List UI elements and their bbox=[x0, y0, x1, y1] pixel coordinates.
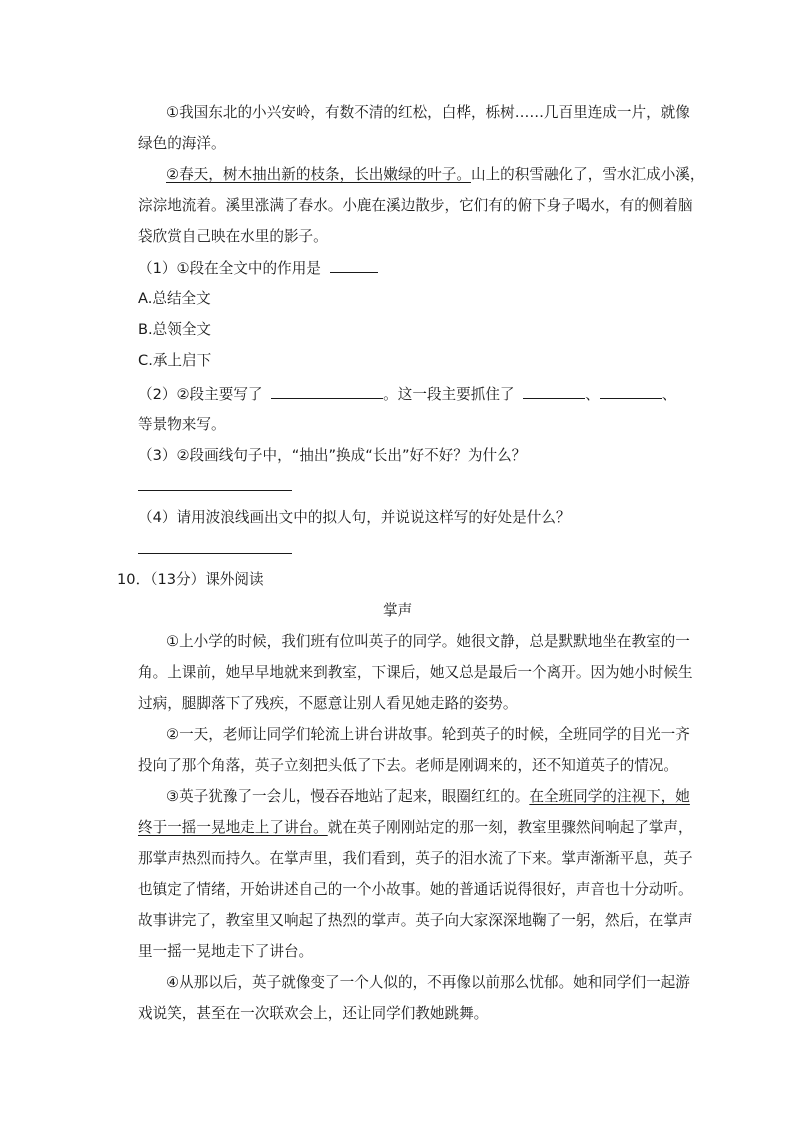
passage2-paragraph3-line6: 里一摇一晃地走下了讲台。 bbox=[138, 943, 314, 960]
section-heading: 10．（13分）课外阅读 bbox=[117, 571, 264, 588]
option-b: B.总领全文 bbox=[138, 321, 212, 338]
paragraph-text: 山上的积雪融化了，雪水汇成小溪， bbox=[470, 166, 705, 183]
passage2-paragraph1-line3: 过病，腿脚落下了残疾，不愿意让别人看见她走路的姿势。 bbox=[138, 695, 518, 712]
question-2-line2: 等景物来写。 bbox=[138, 416, 226, 433]
question-2-text-b: 。这一段主要抓住了 bbox=[383, 386, 515, 403]
passage-title: 掌声 bbox=[383, 602, 413, 619]
answer-blank[interactable] bbox=[271, 384, 383, 399]
question-1-text: （1）①段在全文中的作用是 bbox=[138, 260, 321, 277]
answer-line[interactable] bbox=[138, 490, 292, 491]
question-4: （4）请用波浪线画出文中的拟人句，并说说这样写的好处是什么？ bbox=[138, 509, 571, 526]
passage2-paragraph2-line2: 投向了那个角落，英子立刻把头低了下去。老师是刚调来的，还不知道英子的情况。 bbox=[138, 757, 678, 774]
paragraph-text: ③英子犹豫了一会儿，慢吞吞地站了起来，眼圈红红的。 bbox=[166, 788, 530, 805]
answer-blank[interactable] bbox=[330, 258, 378, 273]
passage1-paragraph2-line1 bbox=[166, 165, 704, 185]
passage1-paragraph2-line3: 袋欣赏自己映在水里的影子。 bbox=[138, 228, 328, 245]
underlined-sentence: 在全班同学的注视下，她 bbox=[529, 788, 690, 805]
question-2 bbox=[138, 384, 676, 404]
paragraph-text: 就在英子刚刚站定的那一刻，教室里骤然间响起了掌声， bbox=[327, 819, 693, 836]
passage2-paragraph3-line4: 也镇定了情绪，开始讲述自己的一个小故事。她的普通话说得很好，声音也十分动听。 bbox=[138, 881, 693, 898]
option-a: A.总结全文 bbox=[138, 290, 211, 307]
passage1-paragraph2-line2: 淙淙地流着。溪里涨满了春水。小鹿在溪边散步，它们有的俯下身子喝水，有的侧着脑 bbox=[138, 197, 693, 214]
question-2-text-c: 、 bbox=[585, 386, 600, 403]
question-3: （3）②段画线句子中，“抽出”换成“长出”好不好？为什么？ bbox=[138, 447, 527, 464]
passage1-paragraph1-line1: ①我国东北的小兴安岭，有数不清的红松，白桦，栎树……几百里连成一片，就像 bbox=[166, 104, 690, 121]
question-2-text-a: （2）②段主要写了 bbox=[138, 386, 263, 403]
option-c: C.承上启下 bbox=[138, 352, 212, 369]
passage2-paragraph1-line2: 角。上课前，她早早地就来到教室，下课后，她又总是最后一个离开。因为她小时候生 bbox=[138, 664, 693, 681]
answer-blank[interactable] bbox=[600, 384, 662, 399]
passage2-paragraph4-line2: 戏说笑，甚至在一次联欢会上，还让同学们教她跳舞。 bbox=[138, 1005, 489, 1022]
question-2-text-d: 、 bbox=[661, 386, 677, 403]
passage2-paragraph3-line3: 那掌声热烈而持久。在掌声里，我们看到，英子的泪水流了下来。掌声渐渐平息，英子 bbox=[138, 850, 693, 867]
passage2-paragraph1-line1: ①上小学的时候，我们班有位叫英子的同学。她很文静，总是默默地坐在教室的一 bbox=[166, 633, 690, 650]
underlined-sentence: ②春天，树木抽出新的枝条，长出嫩绿的叶子。 bbox=[166, 166, 471, 183]
answer-line[interactable] bbox=[138, 553, 292, 554]
passage2-paragraph3-line5: 故事讲完了，教室里又响起了热烈的掌声。英子向大家深深地鞠了一躬，然后，在掌声 bbox=[138, 912, 693, 929]
passage2-paragraph3-line2 bbox=[138, 818, 693, 838]
passage2-paragraph4-line1: ④从那以后，英子就像变了一个人似的，不再像以前那么忧郁。她和同学们一起游 bbox=[166, 974, 690, 991]
passage1-paragraph1-line2: 绿色的海洋。 bbox=[138, 135, 226, 152]
passage2-paragraph2-line1: ②一天，老师让同学们轮流上讲台讲故事。轮到英子的时候，全班同学的目光一齐 bbox=[166, 726, 690, 743]
answer-blank[interactable] bbox=[523, 384, 585, 399]
passage2-paragraph3-line1 bbox=[166, 787, 690, 807]
underlined-sentence: 终于一摇一晃地走上了讲台。 bbox=[138, 819, 328, 836]
question-1 bbox=[138, 258, 378, 278]
